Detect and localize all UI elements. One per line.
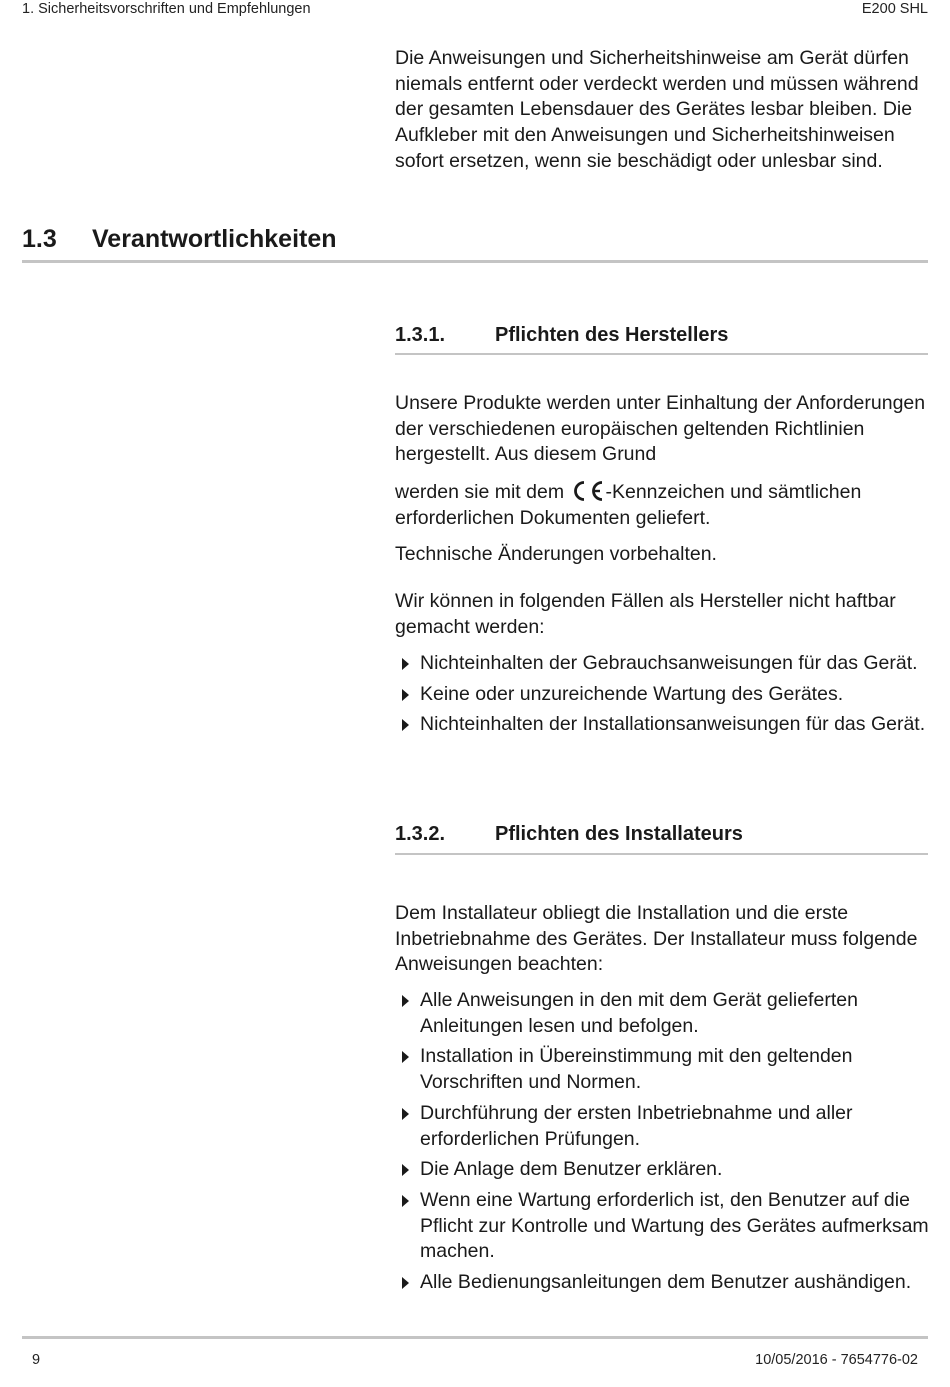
- bullet-arrow-icon: [402, 719, 409, 731]
- list-item-text: Alle Bedienungsanleitungen dem Benutzer aushändigen.: [420, 1271, 912, 1294]
- subsection-heading-manufacturer: [395, 322, 728, 348]
- manufacturer-paragraph-2: [395, 480, 935, 531]
- list-item-text: Wenn eine Wartung erforderlich ist, den Benutzer auf die Pflicht zur Kontrolle und Wartung des Gerätes aufmerksam machen.: [420, 1188, 929, 1263]
- list-item: [402, 1270, 932, 1296]
- bullet-arrow-icon: [402, 1108, 409, 1120]
- bullet-arrow-icon: [402, 1195, 409, 1207]
- subsection-number: 1.3.2.: [395, 823, 446, 845]
- installer-duties-list: [402, 988, 932, 1301]
- section-title: Verantwortlichkeiten: [92, 225, 337, 253]
- list-item: [402, 682, 932, 708]
- subsection-heading-installer: [395, 821, 743, 847]
- bullet-arrow-icon: [402, 1277, 409, 1289]
- bullet-arrow-icon: [402, 658, 409, 670]
- section-number: 1.3: [22, 225, 57, 253]
- bullet-arrow-icon: [402, 995, 409, 1007]
- manufacturer-paragraph-4: Wir können in folgenden Fällen als Hersteller nicht haftbar gemacht werden:: [395, 590, 896, 638]
- list-item-text: Nichteinhalten der Installationsanweisungen für das Gerät.: [420, 713, 926, 736]
- subsection-title: Pflichten des Installateurs: [495, 823, 743, 845]
- installer-paragraph: Dem Installateur obliegt die Installation und die erste Inbetriebnahme des Gerätes. Der Installateur muss folgende Anweisungen beachten:: [395, 902, 918, 976]
- running-header-chapter: 1. Sicherheitsvorschriften und Empfehlungen: [22, 1, 311, 17]
- list-item-text: Nichteinhalten der Gebrauchsanweisungen für das Gerät.: [420, 652, 918, 674]
- ce-mark-icon: [569, 480, 605, 502]
- document-reference: 10/05/2016 - 7654776-02: [755, 1352, 918, 1368]
- list-item: [402, 1188, 932, 1265]
- bullet-arrow-icon: [402, 1164, 409, 1176]
- paragraph-text: -Kennzeichen und sämtlichen erforderlichen Dokumenten geliefert.: [395, 481, 862, 529]
- manufacturer-paragraph-3: Technische Änderungen vorbehalten.: [395, 543, 717, 565]
- manufacturer-liability-list: [402, 651, 932, 743]
- subsection-divider: [395, 353, 928, 355]
- manufacturer-paragraph-1: Unsere Produkte werden unter Einhaltung der Anforderungen der verschiedenen europäischen geltenden Richtlinien hergestellt. Aus diesem Grund: [395, 392, 926, 466]
- list-item-text: Die Anlage dem Benutzer erklären.: [420, 1158, 723, 1181]
- subsection-title: Pflichten des Herstellers: [495, 324, 729, 346]
- subsection-number: 1.3.1.: [395, 324, 446, 346]
- list-item: [402, 988, 932, 1039]
- intro-paragraph: Die Anweisungen und Sicherheitshinweise am Gerät dürfen niemals entfernt oder verdeckt werden und müssen während der gesamten Lebensdauer des Gerätes lesbar bleiben. Die Aufkleber mit den Anweisungen und Sicherheitshinweisen sofort ersetzen, wenn sie beschädigt oder unlesbar sind.: [395, 47, 919, 172]
- running-header-product: E200 SHL: [861, 1, 928, 17]
- subsection-divider: [395, 853, 928, 855]
- footer-divider: [22, 1336, 928, 1339]
- section-heading: [22, 224, 337, 254]
- list-item-text: Installation in Übereinstimmung mit den geltenden Vorschriften und Normen.: [420, 1045, 853, 1094]
- list-item: [402, 1157, 932, 1183]
- list-item-text: Durchführung der ersten Inbetriebnahme und aller erforderlichen Prüfungen.: [420, 1101, 853, 1150]
- list-item: [402, 1044, 932, 1095]
- list-item-text: Keine oder unzureichende Wartung des Gerätes.: [420, 682, 844, 705]
- bullet-arrow-icon: [402, 689, 409, 701]
- list-item: [402, 1101, 932, 1152]
- section-divider: [22, 260, 928, 263]
- page-number: 9: [32, 1352, 41, 1368]
- list-item-text: Alle Anweisungen in den mit dem Gerät gelieferten Anleitungen lesen und befolgen.: [420, 989, 858, 1037]
- paragraph-text: werden sie mit dem: [395, 481, 570, 503]
- bullet-arrow-icon: [402, 1051, 409, 1063]
- list-item: [402, 712, 932, 738]
- list-item: [402, 651, 932, 677]
